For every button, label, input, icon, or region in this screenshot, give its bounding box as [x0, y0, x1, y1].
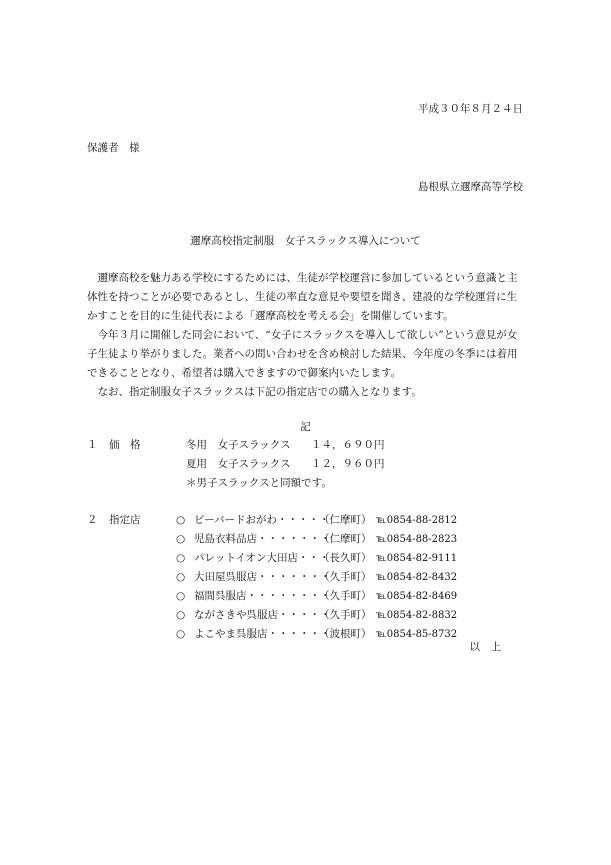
store-area: （久手町） — [319, 609, 372, 621]
price-value: １２，９６０円 — [311, 458, 385, 470]
store-item — [176, 511, 496, 530]
body-text — [87, 269, 527, 402]
store-list — [176, 511, 496, 644]
bullet-circle-icon: ○ — [176, 514, 186, 526]
store-item — [176, 606, 496, 625]
store-area: （久手町） — [319, 571, 372, 583]
body-paragraph: 今年３月に開催した同会において、“女子にスラックスを導入して欲しい”という意見が女子生徒より挙がりました。業者への問い合わせを含め検討した結果、今年度の冬季には着用できることとなり、希望者は購入できますので御案内いたします。 — [87, 329, 518, 379]
store-name: よこやま呉服店・・・・・・ — [194, 628, 331, 640]
bullet-circle-icon: ○ — [176, 533, 186, 545]
price-item-name: 夏用 女子スラックス — [186, 458, 291, 470]
store-name: パレットイオン大田店・・・ — [194, 552, 330, 564]
store-area: （仁摩町） — [319, 514, 372, 526]
store-name: ビーバードおがわ・・・・・ — [194, 514, 330, 526]
store-phone: ℡0854-88-2823 — [376, 534, 458, 545]
bullet-circle-icon: ○ — [176, 609, 186, 621]
store-item — [176, 549, 496, 568]
store-name: 大田屋呉服店・・・・・・・ — [194, 571, 331, 583]
price-value: １４，６９０円 — [311, 439, 385, 451]
store-area: （波根町） — [319, 628, 372, 640]
item-number: １ — [87, 439, 98, 451]
store-item — [176, 587, 496, 606]
body-paragraph: 邇摩高校を魅力ある学校にするためには、生徒が学校運営に参加しているという意識と主体性を持つことが必要であるとし、生徒の率直な意見や要望を聞き、建設的な学校運営に生かすことを目的に生徒代表による「邇摩高校を考える会」を開催しています。 — [87, 272, 518, 322]
store-phone: ℡0854-82-8832 — [376, 610, 458, 621]
store-area: （長久町） — [319, 552, 372, 564]
price-note: ＊男子スラックスと同額です。 — [186, 477, 332, 489]
store-phone: ℡0854-88-2812 — [376, 515, 458, 526]
document-date: 平成３０年８月２４日 — [418, 103, 523, 115]
sender-school: 島根県立邇摩高等学校 — [418, 181, 523, 193]
bullet-circle-icon: ○ — [176, 571, 186, 583]
store-name: 児島衣料品店・・・・・・・ — [194, 533, 331, 545]
store-phone: ℡0854-85-8732 — [376, 629, 458, 640]
bullet-circle-icon: ○ — [176, 552, 186, 564]
store-area: （久手町） — [319, 590, 372, 602]
store-item — [176, 568, 496, 587]
bullet-circle-icon: ○ — [176, 590, 186, 602]
ki-heading: 記 — [300, 421, 311, 433]
item-label: 価 格 — [109, 439, 141, 451]
addressee: 保護者 様 — [87, 142, 140, 154]
store-area: （仁摩町） — [319, 533, 372, 545]
item-label: 指定店 — [109, 514, 141, 526]
bullet-circle-icon: ○ — [176, 628, 186, 640]
store-item — [176, 625, 496, 644]
store-phone: ℡0854-82-8469 — [376, 591, 458, 602]
price-item-name: 冬用 女子スラックス — [186, 439, 291, 451]
closing-mark: 以 上 — [469, 641, 501, 653]
item-number: ２ — [87, 514, 98, 526]
store-name: 福間呉服店・・・・・・・・ — [194, 590, 331, 602]
store-phone: ℡0854-82-9111 — [376, 553, 458, 564]
store-phone: ℡0854-82-8432 — [376, 572, 458, 583]
store-item — [176, 530, 496, 549]
document-title: 邇摩高校指定制服 女子スラックス導入について — [190, 235, 421, 247]
body-paragraph: なお、指定制服女子スラックスは下記の指定店での購入となります。 — [97, 386, 422, 398]
store-name: ながさきや呉服店・・・・・ — [194, 609, 331, 621]
